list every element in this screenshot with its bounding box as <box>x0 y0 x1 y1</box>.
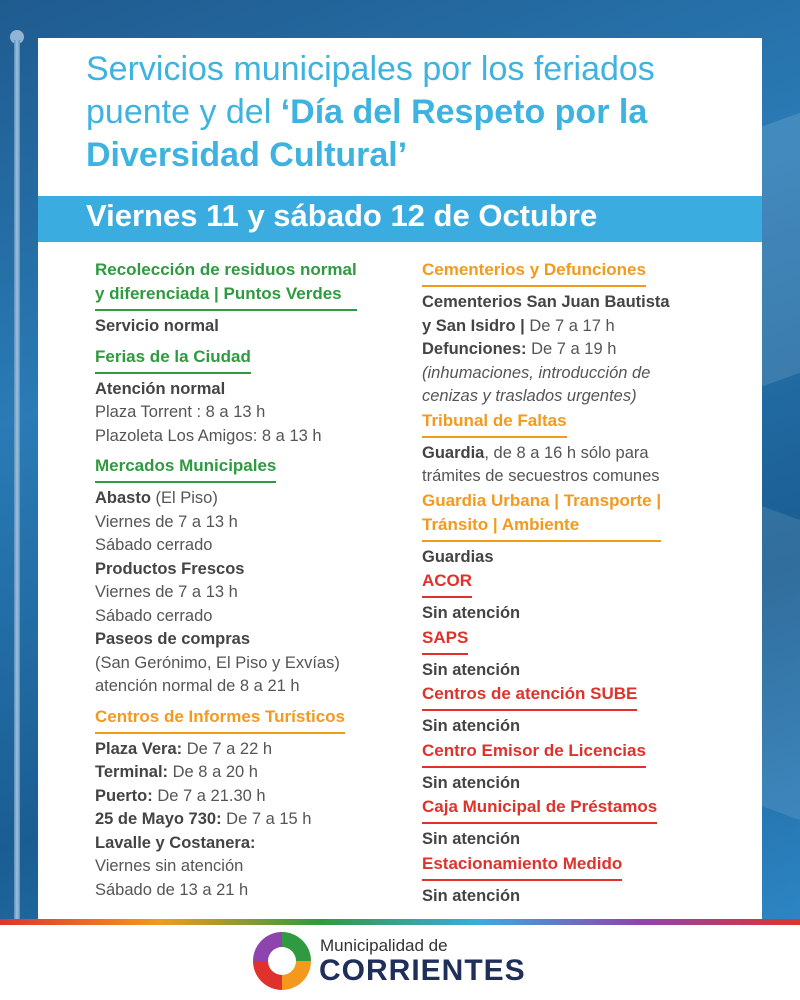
subheading: Paseos de compras <box>95 630 250 648</box>
section-heading: Cementerios y Defunciones <box>422 258 646 287</box>
section-caja <box>422 795 752 852</box>
schedule-line: y San Isidro | De 7 a 17 h <box>422 316 615 335</box>
schedule-line: atención normal de 8 a 21 h <box>95 677 300 695</box>
schedule-line: 25 de Mayo 730: De 7 a 15 h <box>95 810 312 828</box>
schedule-line: Guardia, de 8 a 16 h sólo para <box>422 443 649 462</box>
subheading: Cementerios San Juan Bautista <box>422 293 670 311</box>
section-sube <box>422 682 752 739</box>
section-recoleccion <box>95 258 415 339</box>
schedule-line: Terminal: De 8 a 20 h <box>95 763 258 781</box>
schedule-line: Plaza Vera: De 7 a 22 h <box>95 739 273 758</box>
schedule-line: (San Gerónimo, El Piso y Exvías) <box>95 653 340 672</box>
status-text: Sin atención <box>422 604 521 622</box>
note-line: (inhumaciones, introducción de <box>422 363 651 382</box>
section-heading: Guardia Urbana | Transporte | Tránsito | Ambiente <box>422 489 661 542</box>
logo-mark-icon <box>253 932 311 990</box>
section-saps <box>422 626 752 683</box>
municipality-logo <box>245 930 565 995</box>
logo-text: Municipalidad de <box>320 936 448 955</box>
status-text: Sin atención <box>422 773 521 792</box>
schedule-line: Sábado de 13 a 21 h <box>95 880 249 899</box>
schedule-line: Abasto (El Piso) <box>95 489 218 507</box>
schedule-line: Plazoleta Los Amigos: 8 a 13 h <box>95 426 322 445</box>
section-heading: Ferias de la Ciudad <box>95 345 251 374</box>
schedule-line: trámites de secuestros comunes <box>422 467 660 485</box>
title-line: Servicios municipales por los feriados <box>86 50 655 88</box>
title-text: puente y del <box>86 93 281 131</box>
section-heading: Estacionamiento Medido <box>422 852 622 881</box>
logo-text: CORRIENTES <box>319 954 526 987</box>
info-card <box>38 38 762 925</box>
section-heading: ACOR <box>422 569 472 598</box>
subheading: Lavalle y Costanera: <box>95 833 256 852</box>
schedule-line: Defunciones: De 7 a 19 h <box>422 340 617 358</box>
status-text: Sin atención <box>422 886 521 905</box>
section-heading: Centros de atención SUBE <box>422 682 637 711</box>
section-heading: Mercados Municipales <box>95 454 276 483</box>
status-text: Sin atención <box>422 830 521 848</box>
status-text: Servicio normal <box>95 317 219 335</box>
date-band <box>38 196 762 242</box>
status-text: Sin atención <box>422 660 521 679</box>
section-guardia-urbana <box>422 489 752 570</box>
status-text: Guardias <box>422 547 494 566</box>
section-mercados <box>95 454 415 699</box>
schedule-line: Viernes sin atención <box>95 857 244 875</box>
title-line <box>86 91 746 134</box>
section-heading: Centros de Informes Turísticos <box>95 705 345 734</box>
section-heading: Centro Emisor de Licencias <box>422 739 646 768</box>
title-line: Diversidad Cultural’ <box>86 136 408 174</box>
schedule-line: Sábado cerrado <box>95 536 213 554</box>
title-bold-text: ‘Día del Respeto por la <box>280 93 648 131</box>
flagpole <box>14 40 20 925</box>
section-turisticos <box>95 705 415 903</box>
section-licencias <box>422 739 752 796</box>
section-estacionamiento <box>422 852 752 909</box>
section-ferias <box>95 345 415 449</box>
page-title <box>86 48 746 177</box>
schedule-line: Viernes de 7 a 13 h <box>95 583 238 601</box>
section-heading: SAPS <box>422 626 468 655</box>
schedule-line: Viernes de 7 a 13 h <box>95 512 238 531</box>
subheading: Productos Frescos <box>95 559 245 578</box>
section-faltas <box>422 409 752 489</box>
section-heading: Tribunal de Faltas <box>422 409 567 438</box>
left-column <box>95 258 415 902</box>
date-text: Viernes 11 y sábado 12 de Octubre <box>86 198 598 233</box>
schedule-line: Puerto: De 7 a 21.30 h <box>95 786 266 805</box>
color-stripe <box>0 919 800 925</box>
status-text: Atención normal <box>95 379 226 398</box>
section-cementerios <box>422 258 752 409</box>
section-heading: Recolección de residuos normal y diferenciada | Puntos Verdes <box>95 258 357 311</box>
right-column <box>422 258 752 908</box>
schedule-line: Sábado cerrado <box>95 606 213 625</box>
section-heading: Caja Municipal de Préstamos <box>422 795 657 824</box>
schedule-line: Plaza Torrent : 8 a 13 h <box>95 403 266 421</box>
section-acor <box>422 569 752 626</box>
status-text: Sin atención <box>422 717 521 735</box>
note-line: cenizas y traslados urgentes) <box>422 387 637 405</box>
